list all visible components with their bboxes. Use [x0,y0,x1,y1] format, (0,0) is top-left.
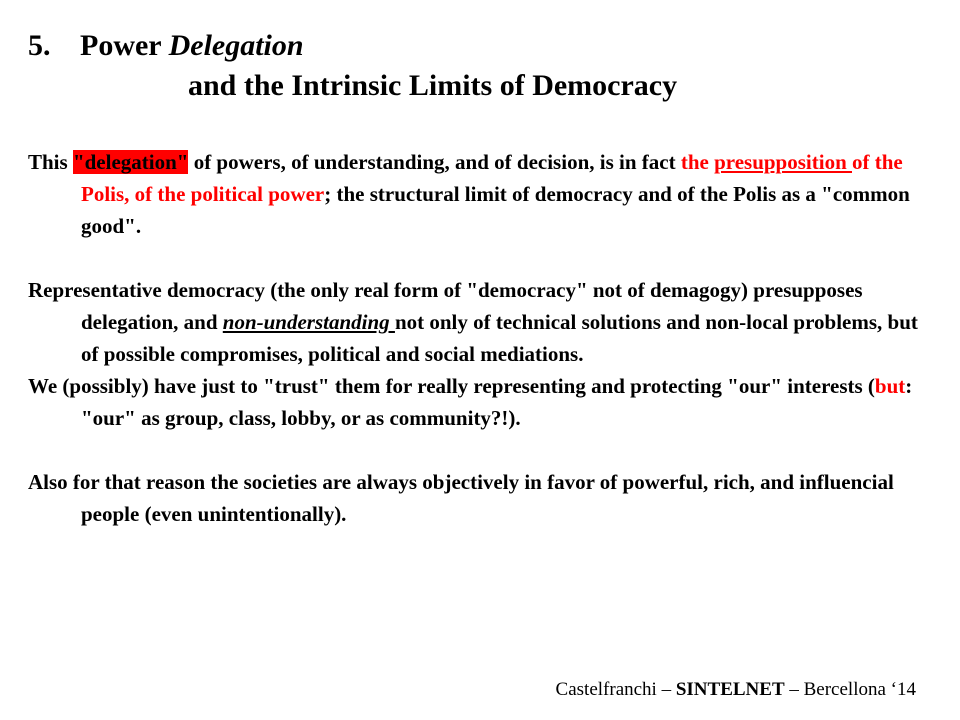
slide-title [28,26,928,106]
paragraph-representative-democracy [28,274,928,370]
text-run: ; the structural limit of democracy and of the Polis as a "common good". [81,182,910,238]
text-run: Also for that reason the societies are always objectively in favor of powerful, rich, and influencial people (even unintentionally). [28,470,894,526]
slide-body [28,146,928,530]
paragraph-gap [28,242,928,274]
text-run: : "our" as group, class, lobby, or as community?!). [81,374,913,430]
red-text: the [680,150,715,174]
title-line2: and the Intrinsic Limits of Democracy [188,69,678,102]
text-run: of powers, of understanding, and of decision, is in fact [188,150,681,174]
title-number: 5. [28,29,51,62]
highlighted-delegation: "delegation" [72,150,189,174]
red-text-but: but [874,374,906,398]
paragraph-delegation [28,146,928,242]
text-run: This [28,150,73,174]
text-run: Representative democracy (the only real form of "democracy" not of demagogy) presupposes delegation, and [28,278,863,334]
footer-project: SINTELNET [675,679,785,700]
text-run: not only of technical solutions and non-local problems, but of possible compromises, political and social mediations. [81,310,918,366]
paragraph-gap [28,434,928,466]
footer-author: Castelfranchi – [555,679,672,700]
paragraph-trust [28,370,928,434]
slide-footer [556,678,916,702]
paragraph-societies [28,466,928,530]
text-run: We (possibly) have just to "trust" them for really representing and protecting "our" interests ( [28,374,875,398]
title-word-power: Power [80,29,162,62]
italic-underlined-non-understanding: non-understanding [222,310,395,334]
red-text-polis: of the Polis, of the political power [81,150,903,206]
footer-place: – Bercellona ‘14 [789,679,916,700]
title-word-delegation: Delegation [168,29,304,62]
red-underlined-presupposition: presupposition [714,150,852,174]
